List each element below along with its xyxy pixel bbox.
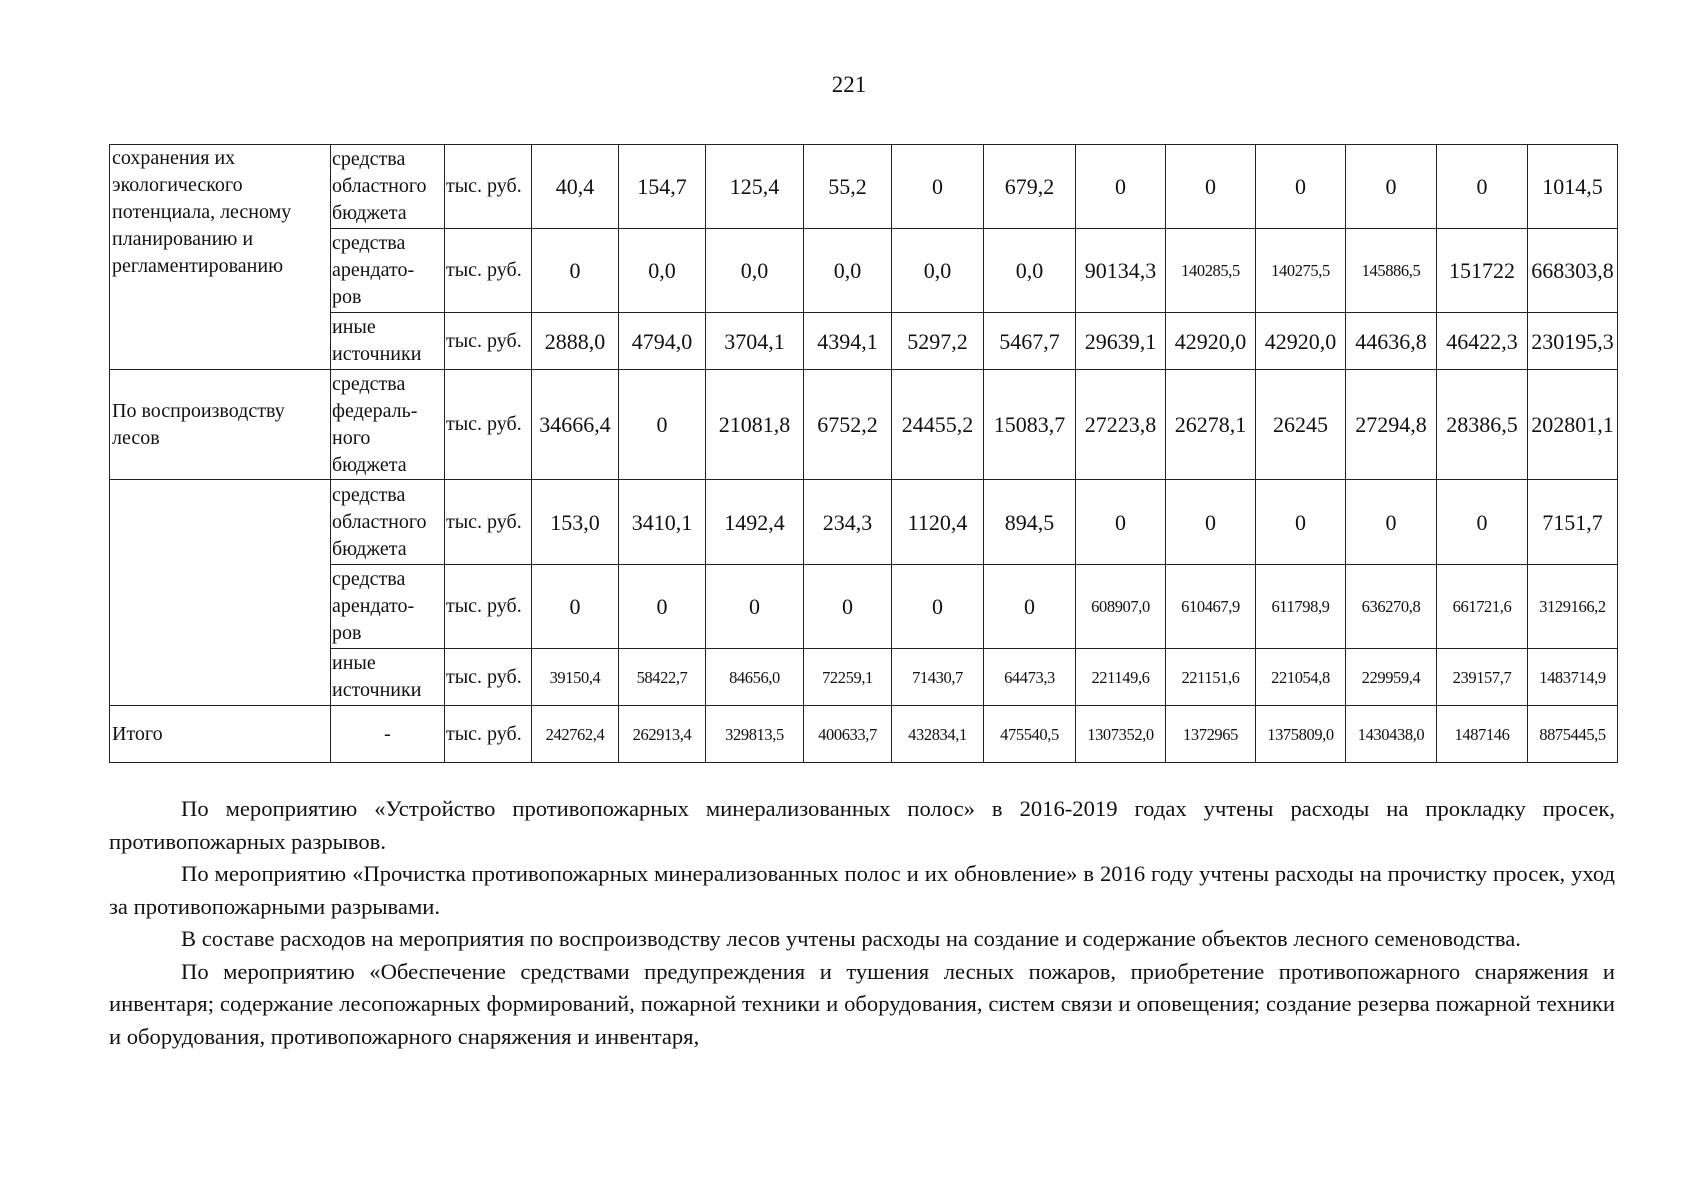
value-cell: 8875445,5 <box>1528 706 1618 763</box>
value-cell: 71430,7 <box>892 649 984 706</box>
table-row <box>110 480 1618 565</box>
unit-cell: тыс. руб. <box>445 649 532 706</box>
value-cell: 608907,0 <box>1076 565 1166 649</box>
value-cell: 0,0 <box>984 229 1076 313</box>
value-cell: 0 <box>619 565 706 649</box>
activity-label: По воспроизводству лесов <box>110 370 331 480</box>
funding-source: - <box>331 706 445 763</box>
value-cell: 5467,7 <box>984 313 1076 370</box>
value-cell: 0,0 <box>706 229 804 313</box>
value-cell: 140285,5 <box>1166 229 1256 313</box>
value-cell: 636270,8 <box>1346 565 1437 649</box>
value-cell: 475540,5 <box>984 706 1076 763</box>
value-cell: 4394,1 <box>804 313 892 370</box>
paragraph: По мероприятию «Прочистка противопожарных минерализованных полос и их обновление» в 2016 году учтены расходы на прочистку просек, уход за противопожарными разрывами. <box>109 861 1615 919</box>
value-cell: 40,4 <box>532 145 619 229</box>
unit-cell: тыс. руб. <box>445 480 532 565</box>
funding-source: средства федераль-ного бюджета <box>331 370 445 480</box>
value-cell: 0 <box>1166 145 1256 229</box>
value-cell: 153,0 <box>532 480 619 565</box>
funding-source: средства арендато-ров <box>331 565 445 649</box>
value-cell: 0 <box>1166 480 1256 565</box>
value-cell: 221054,8 <box>1256 649 1346 706</box>
value-cell: 1307352,0 <box>1076 706 1166 763</box>
value-cell: 0 <box>619 370 706 480</box>
value-cell: 0,0 <box>619 229 706 313</box>
value-cell: 0,0 <box>892 229 984 313</box>
value-cell: 234,3 <box>804 480 892 565</box>
value-cell: 0 <box>892 565 984 649</box>
value-cell: 154,7 <box>619 145 706 229</box>
value-cell: 46422,3 <box>1437 313 1528 370</box>
value-cell: 1492,4 <box>706 480 804 565</box>
value-cell: 1120,4 <box>892 480 984 565</box>
unit-cell: тыс. руб. <box>445 145 532 229</box>
activity-label <box>110 480 331 706</box>
value-cell: 679,2 <box>984 145 1076 229</box>
value-cell: 140275,5 <box>1256 229 1346 313</box>
value-cell: 29639,1 <box>1076 313 1166 370</box>
paragraph: По мероприятию «Устройство противопожарных минерализованных полос» в 2016-2019 годах учтены расходы на прокладку просек, противопожарных разрывов. <box>109 796 1615 854</box>
value-cell: 229959,4 <box>1346 649 1437 706</box>
value-cell: 0 <box>532 229 619 313</box>
value-cell: 28386,5 <box>1437 370 1528 480</box>
value-cell: 242762,4 <box>532 706 619 763</box>
value-cell: 2888,0 <box>532 313 619 370</box>
value-cell: 610467,9 <box>1166 565 1256 649</box>
value-cell: 44636,8 <box>1346 313 1437 370</box>
funding-source: средства областного бюджета <box>331 480 445 565</box>
value-cell: 15083,7 <box>984 370 1076 480</box>
table-row <box>110 313 1618 370</box>
value-cell: 1487146 <box>1437 706 1528 763</box>
body-text <box>109 793 1615 1053</box>
funding-source: средства арендато-ров <box>331 229 445 313</box>
value-cell: 145886,5 <box>1346 229 1437 313</box>
value-cell: 221151,6 <box>1166 649 1256 706</box>
value-cell: 329813,5 <box>706 706 804 763</box>
value-cell: 3704,1 <box>706 313 804 370</box>
value-cell: 1430438,0 <box>1346 706 1437 763</box>
value-cell: 125,4 <box>706 145 804 229</box>
unit-cell: тыс. руб. <box>445 565 532 649</box>
expenditure-table <box>109 144 1618 763</box>
table-row <box>110 706 1618 763</box>
activity-label: сохранения их экологического потенциала, лесному планированию и регламентированию <box>110 145 331 370</box>
value-cell: 90134,3 <box>1076 229 1166 313</box>
value-cell: 3410,1 <box>619 480 706 565</box>
value-cell: 0 <box>1437 480 1528 565</box>
value-cell: 668303,8 <box>1528 229 1618 313</box>
table-row <box>110 370 1618 480</box>
value-cell: 0 <box>1256 145 1346 229</box>
value-cell: 4794,0 <box>619 313 706 370</box>
value-cell: 58422,7 <box>619 649 706 706</box>
value-cell: 262913,4 <box>619 706 706 763</box>
value-cell: 239157,7 <box>1437 649 1528 706</box>
value-cell: 55,2 <box>804 145 892 229</box>
value-cell: 0 <box>706 565 804 649</box>
funding-source: средства областного бюджета <box>331 145 445 229</box>
paragraph: По мероприятию «Обеспечение средствами предупреждения и тушения лесных пожаров, приобретение противопожарного снаряжения и инвентаря; содержание лесопожарных формирований, пожарной техники и оборудования, систем связи и оповещения; создание резерва пожарной техники и оборудования, противопожарного снаряжения и инвентаря, <box>109 958 1615 1049</box>
table-row <box>110 565 1618 649</box>
paragraph: В составе расходов на мероприятия по воспроизводству лесов учтены расходы на создание и содержание объектов лесного семеноводства. <box>181 926 1521 951</box>
value-cell: 21081,8 <box>706 370 804 480</box>
value-cell: 1372965 <box>1166 706 1256 763</box>
value-cell: 221149,6 <box>1076 649 1166 706</box>
unit-cell: тыс. руб. <box>445 706 532 763</box>
table-row <box>110 649 1618 706</box>
value-cell: 0 <box>1437 145 1528 229</box>
value-cell: 230195,3 <box>1528 313 1618 370</box>
table-row <box>110 229 1618 313</box>
value-cell: 84656,0 <box>706 649 804 706</box>
value-cell: 39150,4 <box>532 649 619 706</box>
value-cell: 400633,7 <box>804 706 892 763</box>
table-row <box>110 145 1618 229</box>
value-cell: 1375809,0 <box>1256 706 1346 763</box>
funding-source: иные источники <box>331 313 445 370</box>
page-number: 221 <box>831 72 867 97</box>
value-cell: 611798,9 <box>1256 565 1346 649</box>
value-cell: 0 <box>892 145 984 229</box>
value-cell: 151722 <box>1437 229 1528 313</box>
value-cell: 0 <box>1256 480 1346 565</box>
value-cell: 661721,6 <box>1437 565 1528 649</box>
value-cell: 34666,4 <box>532 370 619 480</box>
funding-source: иные источники <box>331 649 445 706</box>
unit-cell: тыс. руб. <box>445 313 532 370</box>
value-cell: 894,5 <box>984 480 1076 565</box>
value-cell: 24455,2 <box>892 370 984 480</box>
value-cell: 72259,1 <box>804 649 892 706</box>
value-cell: 26245 <box>1256 370 1346 480</box>
value-cell: 432834,1 <box>892 706 984 763</box>
value-cell: 0 <box>984 565 1076 649</box>
value-cell: 0 <box>1076 480 1166 565</box>
value-cell: 27223,8 <box>1076 370 1166 480</box>
value-cell: 0 <box>1076 145 1166 229</box>
value-cell: 64473,3 <box>984 649 1076 706</box>
unit-cell: тыс. руб. <box>445 370 532 480</box>
value-cell: 0 <box>804 565 892 649</box>
value-cell: 27294,8 <box>1346 370 1437 480</box>
value-cell: 202801,1 <box>1528 370 1618 480</box>
unit-cell: тыс. руб. <box>445 229 532 313</box>
value-cell: 3129166,2 <box>1528 565 1618 649</box>
value-cell: 7151,7 <box>1528 480 1618 565</box>
value-cell: 0 <box>532 565 619 649</box>
value-cell: 42920,0 <box>1166 313 1256 370</box>
value-cell: 6752,2 <box>804 370 892 480</box>
value-cell: 42920,0 <box>1256 313 1346 370</box>
value-cell: 0 <box>1346 145 1437 229</box>
activity-label: Итого <box>110 706 331 763</box>
value-cell: 5297,2 <box>892 313 984 370</box>
value-cell: 0,0 <box>804 229 892 313</box>
value-cell: 0 <box>1346 480 1437 565</box>
value-cell: 1483714,9 <box>1528 649 1618 706</box>
value-cell: 1014,5 <box>1528 145 1618 229</box>
value-cell: 26278,1 <box>1166 370 1256 480</box>
